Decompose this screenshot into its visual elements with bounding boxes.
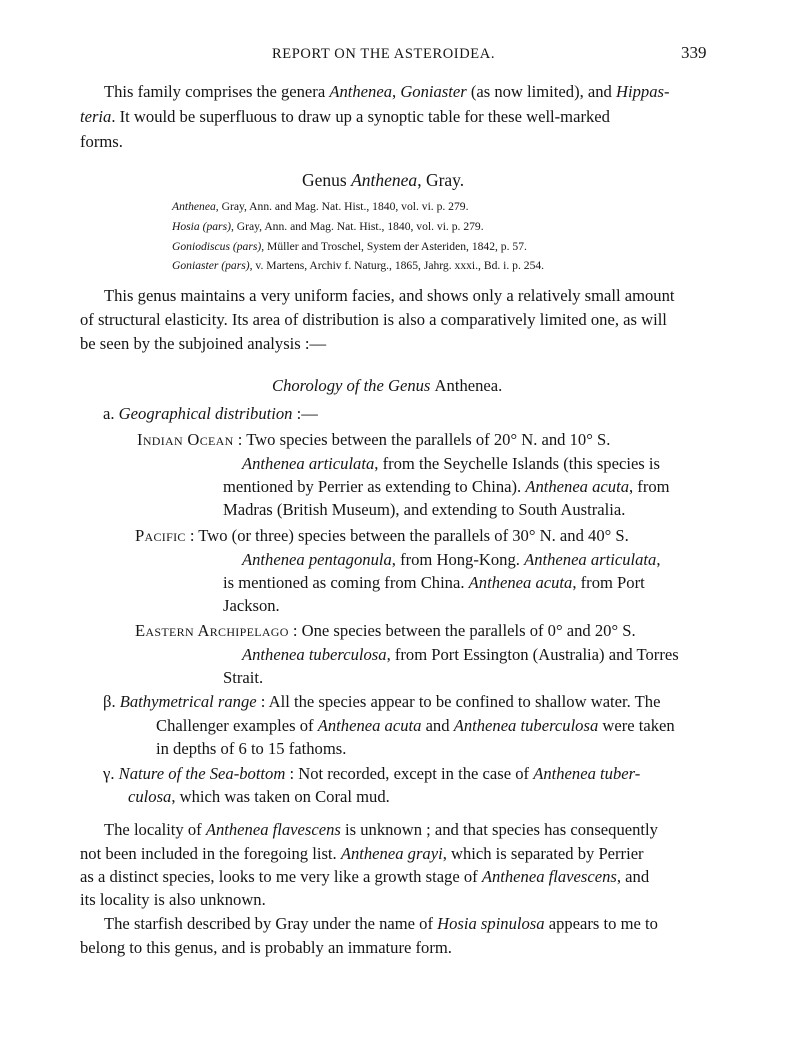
indian-ocean-line-3: mentioned by Perrier as extending to China). Anthenea acuta, from	[223, 477, 670, 496]
description-line-2: of structural elasticity. Its area of distribution is also a comparatively limited one, as will	[80, 310, 667, 329]
page-number: 339	[681, 43, 707, 62]
bathy-line-3: in depths of 6 to 15 fathoms.	[156, 739, 347, 758]
indian-ocean-line-4: Madras (British Museum), and extending to South Australia.	[223, 500, 626, 519]
pacific-line-4: Jackson.	[223, 596, 280, 615]
synonymy-line-2: Hosia (pars), Gray, Ann. and Mag. Nat. Hist., 1840, vol. vi. p. 279.	[172, 220, 484, 233]
geo-heading: a. Geographical distribution :—	[103, 404, 318, 423]
flavescens-line-3: as a distinct species, looks to me very like a growth stage of Anthenea flavescens, and	[80, 867, 650, 886]
pacific-line-1: Pacific : Two (or three) species between the parallels of 30° N. and 40° S.	[135, 526, 629, 545]
pacific-line-3: is mentioned as coming from China. Anthenea acuta, from Port	[223, 573, 645, 592]
synonymy-line-4: Goniaster (pars), v. Martens, Archiv f. Naturg., 1865, Jahrg. xxxi., Bd. i. p. 254.	[172, 259, 545, 272]
flavescens-line-2: not been included in the foregoing list. Anthenea grayi, which is separated by Perrier	[80, 844, 644, 863]
seabottom-line-2: culosa, which was taken on Coral mud.	[128, 787, 390, 806]
eastern-archipelago-line-3: Strait.	[223, 668, 264, 687]
genus-heading: Genus Anthenea, Gray.	[302, 170, 465, 190]
eastern-archipelago-line-1: Eastern Archipelago : One species between the parallels of 0° and 20° S.	[135, 621, 636, 640]
eastern-archipelago-line-2: Anthenea tuberculosa, from Port Essington (Australia) and Torres	[242, 645, 679, 664]
intro-line-1: This family comprises the genera Anthenea, Goniaster (as now limited), and Hippas-	[104, 82, 670, 101]
bathy-line-1: β. Bathymetrical range : All the species appear to be confined to shallow water. The	[103, 692, 661, 711]
indian-ocean-line-1: Indian Ocean : Two species between the parallels of 20° N. and 10° S.	[137, 430, 611, 449]
running-title: REPORT ON THE ASTEROIDEA.	[272, 46, 496, 62]
hosia-line-2: belong to this genus, and is probably an immature form.	[80, 938, 452, 957]
hosia-line-1: The starfish described by Gray under the name of Hosia spinulosa appears to me to	[104, 914, 658, 933]
intro-line-3: forms.	[80, 132, 123, 151]
flavescens-line-4: its locality is also unknown.	[80, 890, 266, 909]
flavescens-line-1: The locality of Anthenea flavescens is unknown ; and that species has consequently	[104, 820, 658, 839]
synonymy-line-3: Goniodiscus (pars), Müller and Troschel, System der Asteriden, 1842, p. 57.	[172, 240, 527, 253]
description-line-1: This genus maintains a very uniform facies, and shows only a relatively small amount	[104, 286, 675, 305]
description-line-3: be seen by the subjoined analysis :—	[80, 334, 327, 353]
intro-line-2: teria. It would be superfluous to draw up a synoptic table for these well-marked	[80, 107, 610, 126]
pacific-line-2: Anthenea pentagonula, from Hong-Kong. Anthenea articulata,	[242, 550, 661, 569]
seabottom-line-1: γ. Nature of the Sea-bottom : Not recorded, except in the case of Anthenea tuber-	[103, 764, 641, 783]
indian-ocean-line-2: Anthenea articulata, from the Seychelle Islands (this species is	[242, 454, 660, 473]
bathy-line-2: Challenger examples of Anthenea acuta and Anthenea tuberculosa were taken	[156, 716, 675, 735]
synonymy-line-1: Anthenea, Gray, Ann. and Mag. Nat. Hist., 1840, vol. vi. p. 279.	[172, 200, 469, 213]
chorology-heading: Chorology of the Genus Anthenea.	[272, 376, 503, 395]
